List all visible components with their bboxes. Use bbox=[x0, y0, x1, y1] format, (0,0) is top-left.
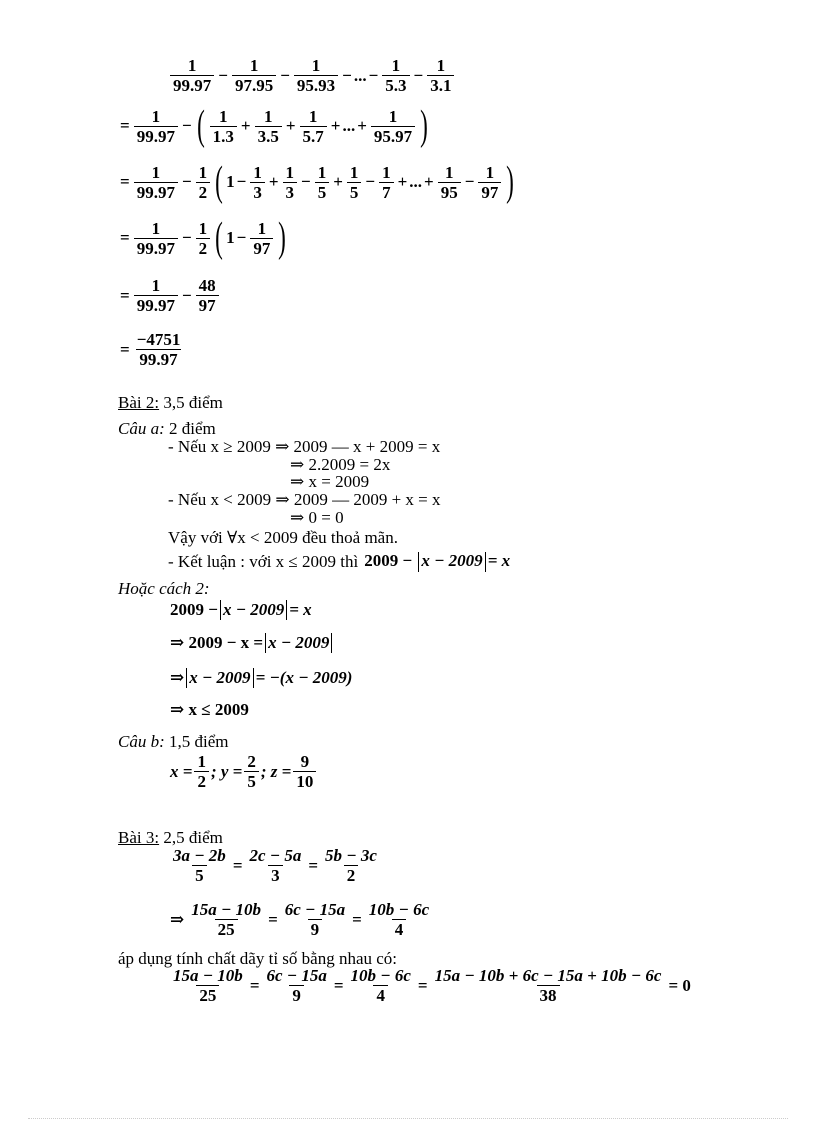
cau-b-answer: x = $\frac{1}{2}$ ; y = $\frac{2}{5}$ ; z = $\frac{9}{10}$ bbox=[170, 752, 318, 791]
sum-line-3: = $\frac{1}{99.97}$ − $\frac{1}{2}$ ( 1 − $\frac{1}{97}$ ) bbox=[120, 215, 287, 261]
case1-step2: ⇒ x = 2009 bbox=[290, 472, 370, 491]
vay-line: Vậy với ∀x < 2009 đều thoả mãn. bbox=[168, 528, 398, 547]
sum-line-0: $\frac{1}{99.97}$ − $\frac{1}{97.95}$ − $\frac{1}{95.93}$ − ... − $\frac{1}{5.3}$ − $\frac{1}{3.1}$ bbox=[168, 56, 456, 95]
case2-line: - Nếu x < 2009 ⇒ 2009 — 2009 + x = x bbox=[168, 490, 441, 509]
cach2-line3: ⇒ x − 2009 = −(x − 2009) bbox=[170, 668, 353, 687]
cach2-line4: ⇒ x ≤ 2009 bbox=[170, 700, 249, 719]
bai3-heading: Bài 3: 2,5 điểm bbox=[118, 828, 223, 847]
sum-line-2: = $\frac{1}{99.97}$ − $\frac{1}{2}$ ( 1 − $\frac{1}{3}$ + $\frac{1}{3}$ − $\frac{1}{5}$ + $\frac{1}{5}$ − $\frac{1}{7}$ + ... + $\frac{1}{95}$ − $\frac{1}{97}$ ) bbox=[120, 159, 515, 205]
bai2-heading: Bài 2: 3,5 điểm bbox=[118, 393, 223, 412]
sum-line-4: = $\frac{1}{99.97}$ − $\frac{48}{97}$ bbox=[118, 276, 221, 315]
bai3-ratio-2: ⇒ $\frac{15a - 10b}{25}$ = $\frac{6c - 15a}{9}$ = $\frac{10b - 6c}{4}$ bbox=[170, 900, 430, 939]
ketluan-line: - Kết luận : với x ≤ 2009 thì 2009 − x − 2009 = x bbox=[168, 551, 511, 572]
case1-step1: ⇒ 2.2009 = 2x bbox=[290, 455, 391, 474]
case1-line: - Nếu x ≥ 2009 ⇒ 2009 — x + 2009 = x bbox=[168, 437, 441, 456]
cau-a-heading: Câu a: 2 điểm bbox=[118, 419, 216, 438]
cach2-heading: Hoặc cách 2: bbox=[118, 579, 210, 598]
case2-step1: ⇒ 0 = 0 bbox=[290, 508, 344, 527]
cach2-line1: 2009 − x − 2009 = x bbox=[170, 600, 312, 619]
sum-line-1: = $\frac{1}{99.97}$ − ( $\frac{1}{1.3}$ + $\frac{1}{3.5}$ + $\frac{1}{5.7}$ + ... + $\frac{1}{95.97}$ ) bbox=[120, 103, 428, 149]
bai3-ratio-3: $\frac{15a - 10b}{25}$ = $\frac{6c - 15a}{9}$ = $\frac{10b - 6c}{4}$ = $\frac{15a - 10b + 6c - 15a + 10b - 6c}{38}$ = 0 bbox=[173, 966, 691, 1005]
cau-b-heading: Câu b: 1,5 điểm bbox=[118, 732, 229, 751]
cach2-line2: ⇒ 2009 − x = x − 2009 bbox=[170, 633, 334, 653]
sum-line-5: = $\frac{-4751}{99.97}$ bbox=[120, 330, 181, 369]
bai3-ratio-1: $\frac{3a - 2b}{5}$ = $\frac{2c - 5a}{3}$ = $\frac{5b - 3c}{2}$ bbox=[173, 846, 377, 885]
page-bottom-divider bbox=[28, 1118, 788, 1119]
apdung-line: áp dụng tính chất dãy tỉ số bằng nhau có: bbox=[118, 949, 398, 968]
